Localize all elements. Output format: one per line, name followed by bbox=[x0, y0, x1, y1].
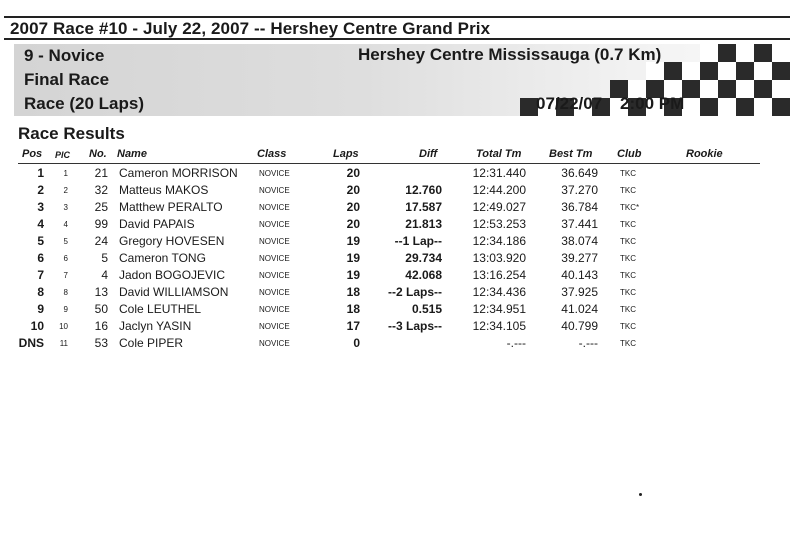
row-laps: 18 bbox=[346, 285, 360, 299]
row-laps: 18 bbox=[346, 302, 360, 316]
flag-square bbox=[700, 98, 718, 116]
row-club: TKC* bbox=[620, 203, 640, 212]
row-club: TKC bbox=[620, 271, 636, 280]
table-row bbox=[0, 302, 800, 319]
flag-square bbox=[718, 98, 736, 116]
row-pic: 8 bbox=[63, 288, 68, 297]
row-class: NOVICE bbox=[259, 322, 290, 331]
flag-square bbox=[700, 44, 718, 62]
row-laps: 20 bbox=[346, 217, 360, 231]
flag-square bbox=[754, 62, 772, 80]
flag-square bbox=[736, 62, 754, 80]
row-class: NOVICE bbox=[259, 305, 290, 314]
row-number: 13 bbox=[94, 285, 108, 299]
row-number: 5 bbox=[101, 251, 108, 265]
header-no: No. bbox=[89, 148, 107, 160]
row-pic: 10 bbox=[59, 322, 68, 331]
row-total-time: -.--- bbox=[506, 336, 526, 350]
header-club: Club bbox=[617, 148, 642, 160]
flag-square bbox=[700, 80, 718, 98]
row-name: Cole PIPER bbox=[119, 336, 184, 350]
row-club: TKC bbox=[620, 322, 636, 331]
row-diff: 42.068 bbox=[405, 268, 442, 282]
row-best-time: 37.925 bbox=[561, 285, 598, 299]
row-name: Jadon BOGOJEVIC bbox=[119, 268, 226, 282]
flag-square bbox=[736, 44, 754, 62]
row-number: 50 bbox=[94, 302, 108, 316]
flag-square bbox=[754, 44, 772, 62]
row-best-time: -.--- bbox=[578, 336, 598, 350]
row-pos: 9 bbox=[37, 302, 44, 316]
row-name: Cole LEUTHEL bbox=[119, 302, 202, 316]
row-class: NOVICE bbox=[259, 237, 290, 246]
row-club: TKC bbox=[620, 186, 636, 195]
flag-square bbox=[718, 44, 736, 62]
row-diff: 0.515 bbox=[411, 302, 442, 316]
row-name: Cameron MORRISON bbox=[119, 166, 238, 180]
row-pic: 7 bbox=[63, 271, 68, 280]
row-number: 32 bbox=[94, 183, 108, 197]
row-total-time: 12:34.436 bbox=[472, 285, 526, 299]
row-laps: 17 bbox=[346, 319, 360, 333]
flag-square bbox=[682, 80, 700, 98]
flag-square bbox=[772, 62, 790, 80]
row-number: 16 bbox=[94, 319, 108, 333]
row-class: NOVICE bbox=[259, 271, 290, 280]
row-best-time: 37.270 bbox=[561, 183, 598, 197]
row-total-time: 12:53.253 bbox=[472, 217, 526, 231]
row-laps: 19 bbox=[346, 268, 360, 282]
header-divider bbox=[18, 163, 760, 164]
row-total-time: 13:03.920 bbox=[472, 251, 526, 265]
row-name: David PAPAIS bbox=[119, 217, 195, 231]
row-club: TKC bbox=[620, 237, 636, 246]
row-diff: --3 Laps-- bbox=[388, 319, 442, 333]
flag-square bbox=[772, 44, 790, 62]
header-rookie: Rookie bbox=[686, 148, 723, 160]
section-title: Race Results bbox=[18, 124, 125, 143]
table-row bbox=[0, 336, 800, 353]
row-diff: 21.813 bbox=[405, 217, 442, 231]
row-best-time: 40.143 bbox=[561, 268, 598, 282]
row-pos: 8 bbox=[37, 285, 44, 299]
row-name: Matteus MAKOS bbox=[119, 183, 209, 197]
row-pic: 5 bbox=[63, 237, 68, 246]
row-name: Gregory HOVESEN bbox=[119, 234, 225, 248]
flag-square bbox=[754, 80, 772, 98]
race-type-label: Final Race bbox=[24, 70, 110, 89]
table-row bbox=[0, 234, 800, 251]
flag-square bbox=[772, 80, 790, 98]
row-best-time: 38.074 bbox=[561, 234, 598, 248]
flag-square bbox=[682, 62, 700, 80]
row-best-time: 36.784 bbox=[561, 200, 598, 214]
race-banner bbox=[14, 44, 790, 116]
row-class: NOVICE bbox=[259, 288, 290, 297]
row-best-time: 39.277 bbox=[561, 251, 598, 265]
row-laps: 20 bbox=[346, 183, 360, 197]
row-class: NOVICE bbox=[259, 186, 290, 195]
table-row bbox=[0, 217, 800, 234]
row-pos: 7 bbox=[37, 268, 44, 282]
row-number: 53 bbox=[94, 336, 108, 350]
flag-square bbox=[736, 80, 754, 98]
row-class: NOVICE bbox=[259, 254, 290, 263]
row-diff: --1 Lap-- bbox=[394, 234, 442, 248]
row-pos: 5 bbox=[37, 234, 44, 248]
row-number: 99 bbox=[94, 217, 108, 231]
row-pos: 6 bbox=[37, 251, 44, 265]
header-name: Name bbox=[117, 148, 147, 160]
row-club: TKC bbox=[620, 339, 636, 348]
flag-square bbox=[682, 98, 700, 116]
table-row bbox=[0, 285, 800, 302]
header-laps: Laps bbox=[333, 148, 359, 160]
race-laps-label: Race (20 Laps) bbox=[24, 94, 144, 113]
row-number: 25 bbox=[94, 200, 108, 214]
header-pos: Pos bbox=[22, 148, 43, 160]
row-total-time: 12:34.951 bbox=[472, 302, 526, 316]
row-class: NOVICE bbox=[259, 339, 290, 348]
table-row bbox=[0, 166, 800, 183]
row-class: NOVICE bbox=[259, 169, 290, 178]
row-pic: 4 bbox=[63, 220, 68, 229]
flag-square bbox=[718, 80, 736, 98]
flag-square bbox=[664, 62, 682, 80]
row-name: David WILLIAMSON bbox=[119, 285, 229, 299]
row-diff: 17.587 bbox=[405, 200, 442, 214]
row-best-time: 40.799 bbox=[561, 319, 598, 333]
row-pos: 4 bbox=[37, 217, 44, 231]
row-club: TKC bbox=[620, 254, 636, 263]
flag-square bbox=[718, 62, 736, 80]
page-title: 2007 Race #10 - July 22, 2007 -- Hershey Centre Grand Prix bbox=[10, 19, 491, 38]
row-total-time: 12:34.186 bbox=[472, 234, 526, 248]
table-row bbox=[0, 200, 800, 217]
row-pos: DNS bbox=[18, 336, 44, 350]
table-row bbox=[0, 268, 800, 285]
row-diff: --2 Laps-- bbox=[388, 285, 442, 299]
flag-square bbox=[736, 98, 754, 116]
row-laps: 0 bbox=[353, 336, 360, 350]
row-club: TKC bbox=[620, 220, 636, 229]
table-row bbox=[0, 183, 800, 200]
flag-square bbox=[754, 98, 772, 116]
row-pos: 1 bbox=[37, 166, 44, 180]
row-class: NOVICE bbox=[259, 220, 290, 229]
row-best-time: 41.024 bbox=[561, 302, 598, 316]
flag-square bbox=[772, 98, 790, 116]
table-row bbox=[0, 319, 800, 336]
header-diff: Diff bbox=[419, 148, 438, 160]
scan-speck bbox=[639, 493, 642, 496]
flag-square bbox=[700, 62, 718, 80]
row-name: Cameron TONG bbox=[119, 251, 206, 265]
header-best: Best Tm bbox=[549, 148, 593, 160]
class-label: 9 - Novice bbox=[24, 46, 105, 65]
row-pos: 10 bbox=[30, 319, 44, 333]
row-laps: 20 bbox=[346, 166, 360, 180]
row-club: TKC bbox=[620, 169, 636, 178]
row-pic: 9 bbox=[63, 305, 68, 314]
track-name: Hershey Centre Mississauga (0.7 Km) bbox=[358, 45, 662, 64]
row-diff: 12.760 bbox=[405, 183, 442, 197]
row-pic: 3 bbox=[63, 203, 68, 212]
row-pos: 2 bbox=[37, 183, 44, 197]
row-laps: 20 bbox=[346, 200, 360, 214]
header-class: Class bbox=[257, 148, 287, 160]
row-laps: 19 bbox=[346, 251, 360, 265]
row-best-time: 36.649 bbox=[561, 166, 598, 180]
row-club: TKC bbox=[620, 305, 636, 314]
table-row bbox=[0, 251, 800, 268]
row-number: 21 bbox=[94, 166, 108, 180]
row-pic: 11 bbox=[59, 339, 68, 348]
row-pic: 1 bbox=[63, 169, 68, 178]
row-name: Matthew PERALTO bbox=[119, 200, 223, 214]
row-pos: 3 bbox=[37, 200, 44, 214]
row-total-time: 12:49.027 bbox=[472, 200, 526, 214]
row-name: Jaclyn YASIN bbox=[119, 319, 192, 333]
row-total-time: 13:16.254 bbox=[472, 268, 526, 282]
header-total: Total Tm bbox=[476, 148, 522, 160]
row-number: 4 bbox=[101, 268, 108, 282]
title-bar bbox=[4, 16, 790, 40]
row-number: 24 bbox=[94, 234, 108, 248]
row-class: NOVICE bbox=[259, 203, 290, 212]
race-time: 2:00 PM bbox=[620, 94, 685, 113]
row-total-time: 12:31.440 bbox=[472, 166, 526, 180]
row-diff: 29.734 bbox=[405, 251, 442, 265]
row-total-time: 12:34.105 bbox=[472, 319, 526, 333]
row-best-time: 37.441 bbox=[561, 217, 598, 231]
row-laps: 19 bbox=[346, 234, 360, 248]
race-date: 07/22/07 bbox=[536, 94, 603, 113]
row-club: TKC bbox=[620, 288, 636, 297]
row-pic: 6 bbox=[63, 254, 68, 263]
row-total-time: 12:44.200 bbox=[472, 183, 526, 197]
header-pic: PIC bbox=[55, 150, 71, 160]
row-pic: 2 bbox=[63, 186, 68, 195]
